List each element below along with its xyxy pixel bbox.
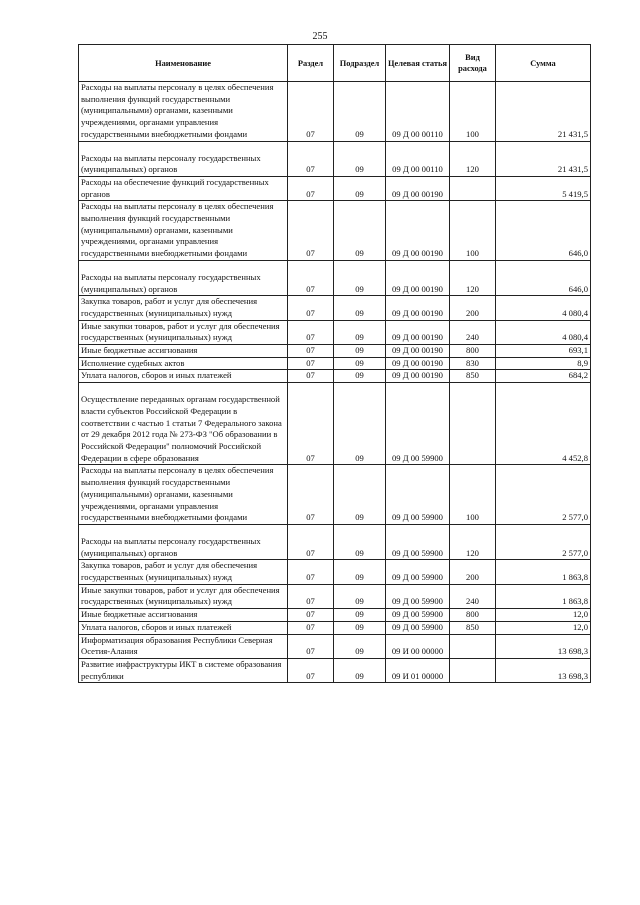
row-kind: 120	[450, 524, 496, 559]
row-sum: 5 419,5	[496, 176, 591, 200]
table-row	[79, 296, 591, 320]
row-kind	[450, 176, 496, 200]
row-kind: 240	[450, 584, 496, 608]
row-section: 07	[288, 345, 334, 358]
row-target: 09 Д 00 00190	[386, 296, 450, 320]
header-target-article: Целевая статья	[386, 45, 450, 82]
row-subsection: 09	[334, 584, 386, 608]
row-target: 09 Д 00 59900	[386, 560, 450, 584]
row-kind: 240	[450, 320, 496, 344]
row-name: Расходы на выплаты персоналу государственных (муниципальных) органов	[79, 260, 288, 295]
table-row	[79, 524, 591, 559]
row-sum: 2 577,0	[496, 465, 591, 525]
table-row	[79, 609, 591, 622]
row-kind	[450, 634, 496, 658]
row-kind: 100	[450, 82, 496, 142]
row-target: 09 И 00 00000	[386, 634, 450, 658]
row-target: 09 Д 00 00110	[386, 82, 450, 142]
row-subsection: 09	[334, 621, 386, 634]
row-target: 09 Д 00 00190	[386, 357, 450, 370]
row-subsection: 09	[334, 560, 386, 584]
row-sum: 1 863,8	[496, 584, 591, 608]
row-sum: 2 577,0	[496, 524, 591, 559]
row-section: 07	[288, 465, 334, 525]
row-kind	[450, 658, 496, 682]
row-section: 07	[288, 634, 334, 658]
row-section: 07	[288, 621, 334, 634]
row-name: Расходы на выплаты персоналу государственных (муниципальных) органов	[79, 524, 288, 559]
row-sum: 646,0	[496, 201, 591, 261]
row-section: 07	[288, 658, 334, 682]
table-row	[79, 560, 591, 584]
row-target: 09 И 01 00000	[386, 658, 450, 682]
row-section: 07	[288, 320, 334, 344]
table-row	[79, 320, 591, 344]
row-target: 09 Д 00 59900	[386, 383, 450, 465]
table-row	[79, 357, 591, 370]
row-name: Расходы на обеспечение функций государственных органов	[79, 176, 288, 200]
row-name: Расходы на выплаты персоналу государственных (муниципальных) органов	[79, 141, 288, 176]
row-target: 09 Д 00 00190	[386, 345, 450, 358]
row-kind: 850	[450, 621, 496, 634]
row-section: 07	[288, 296, 334, 320]
row-kind: 800	[450, 345, 496, 358]
row-kind: 800	[450, 609, 496, 622]
header-expense-kind: Вид расхода	[450, 45, 496, 82]
row-subsection: 09	[334, 465, 386, 525]
row-sum: 4 080,4	[496, 320, 591, 344]
row-target: 09 Д 00 59900	[386, 621, 450, 634]
row-section: 07	[288, 383, 334, 465]
table-row	[79, 260, 591, 295]
row-subsection: 09	[334, 82, 386, 142]
row-section: 07	[288, 357, 334, 370]
row-target: 09 Д 00 59900	[386, 609, 450, 622]
row-kind: 120	[450, 141, 496, 176]
row-name: Иные закупки товаров, работ и услуг для обеспечения государственных (муниципальных) нужд	[79, 320, 288, 344]
row-target: 09 Д 00 59900	[386, 524, 450, 559]
row-target: 09 Д 00 00190	[386, 201, 450, 261]
row-kind: 100	[450, 201, 496, 261]
row-section: 07	[288, 524, 334, 559]
row-sum: 13 698,3	[496, 658, 591, 682]
table-header-row	[79, 45, 591, 82]
row-name: Иные бюджетные ассигнования	[79, 609, 288, 622]
row-target: 09 Д 00 00190	[386, 320, 450, 344]
row-name: Иные бюджетные ассигнования	[79, 345, 288, 358]
row-target: 09 Д 00 00190	[386, 176, 450, 200]
header-section: Раздел	[288, 45, 334, 82]
row-sum: 4 452,8	[496, 383, 591, 465]
row-name: Иные закупки товаров, работ и услуг для обеспечения государственных (муниципальных) нужд	[79, 584, 288, 608]
table-row	[79, 634, 591, 658]
row-name: Расходы на выплаты персоналу в целях обеспечения выполнения функций государственными (муниципальными) органами, казенными учреждениями, органами управления государственными внебюджетными фондами	[79, 82, 288, 142]
row-section: 07	[288, 370, 334, 383]
table-row	[79, 201, 591, 261]
row-name: Уплата налогов, сборов и иных платежей	[79, 370, 288, 383]
row-target: 09 Д 00 59900	[386, 584, 450, 608]
table-row	[79, 370, 591, 383]
row-sum: 684,2	[496, 370, 591, 383]
row-subsection: 09	[334, 634, 386, 658]
table-row	[79, 383, 591, 465]
row-subsection: 09	[334, 176, 386, 200]
row-kind: 100	[450, 465, 496, 525]
row-name: Расходы на выплаты персоналу в целях обеспечения выполнения функций государственными (муниципальными) органами, казенными учреждениями, органами управления государственными внебюджетными фондами	[79, 201, 288, 261]
row-target: 09 Д 00 59900	[386, 465, 450, 525]
row-subsection: 09	[334, 524, 386, 559]
row-section: 07	[288, 560, 334, 584]
table-row	[79, 345, 591, 358]
row-sum: 693,1	[496, 345, 591, 358]
table-row	[79, 465, 591, 525]
row-kind: 120	[450, 260, 496, 295]
row-kind: 200	[450, 560, 496, 584]
row-subsection: 09	[334, 141, 386, 176]
budget-table	[78, 44, 591, 683]
row-section: 07	[288, 201, 334, 261]
row-subsection: 09	[334, 658, 386, 682]
row-sum: 1 863,8	[496, 560, 591, 584]
row-section: 07	[288, 260, 334, 295]
row-name: Расходы на выплаты персоналу в целях обеспечения выполнения функций государственными (муниципальными) органами, казенными учреждениями, органами управления государственными внебюджетными фондами	[79, 465, 288, 525]
row-kind	[450, 383, 496, 465]
row-subsection: 09	[334, 370, 386, 383]
row-name: Информатизация образования Республики Северная Осетия-Алания	[79, 634, 288, 658]
row-section: 07	[288, 82, 334, 142]
row-sum: 12,0	[496, 621, 591, 634]
row-target: 09 Д 00 00190	[386, 260, 450, 295]
row-sum: 646,0	[496, 260, 591, 295]
row-name: Закупка товаров, работ и услуг для обеспечения государственных (муниципальных) нужд	[79, 560, 288, 584]
header-name: Наименование	[79, 45, 288, 82]
row-name: Закупка товаров, работ и услуг для обеспечения государственных (муниципальных) нужд	[79, 296, 288, 320]
table-row	[79, 584, 591, 608]
row-kind: 830	[450, 357, 496, 370]
row-sum: 12,0	[496, 609, 591, 622]
row-subsection: 09	[334, 345, 386, 358]
row-subsection: 09	[334, 383, 386, 465]
row-section: 07	[288, 584, 334, 608]
row-subsection: 09	[334, 260, 386, 295]
row-sum: 21 431,5	[496, 82, 591, 142]
row-kind: 850	[450, 370, 496, 383]
table-row	[79, 82, 591, 142]
table-row	[79, 176, 591, 200]
row-subsection: 09	[334, 357, 386, 370]
row-sum: 13 698,3	[496, 634, 591, 658]
row-target: 09 Д 00 00190	[386, 370, 450, 383]
row-subsection: 09	[334, 201, 386, 261]
row-sum: 8,9	[496, 357, 591, 370]
table-row	[79, 658, 591, 682]
header-subsection: Подраздел	[334, 45, 386, 82]
row-section: 07	[288, 141, 334, 176]
table-row	[79, 141, 591, 176]
row-sum: 4 080,4	[496, 296, 591, 320]
row-name: Осуществление переданных органам государственной власти субъектов Российской Федерации в соответствии с частью 1 статьи 7 Федерального закона от 29 декабря 2012 года № 273-ФЗ "Об образовании в Российской Федерации" полномочий Российской Федерации в сфере образования	[79, 383, 288, 465]
row-subsection: 09	[334, 296, 386, 320]
row-name: Исполнение судебных актов	[79, 357, 288, 370]
table-row	[79, 621, 591, 634]
page-number: 255	[312, 31, 328, 42]
row-kind: 200	[450, 296, 496, 320]
row-name: Уплата налогов, сборов и иных платежей	[79, 621, 288, 634]
row-sum: 21 431,5	[496, 141, 591, 176]
header-sum: Сумма	[496, 45, 591, 82]
row-name: Развитие инфраструктуры ИКТ в системе образования республики	[79, 658, 288, 682]
row-subsection: 09	[334, 609, 386, 622]
row-section: 07	[288, 176, 334, 200]
row-target: 09 Д 00 00110	[386, 141, 450, 176]
row-subsection: 09	[334, 320, 386, 344]
row-section: 07	[288, 609, 334, 622]
